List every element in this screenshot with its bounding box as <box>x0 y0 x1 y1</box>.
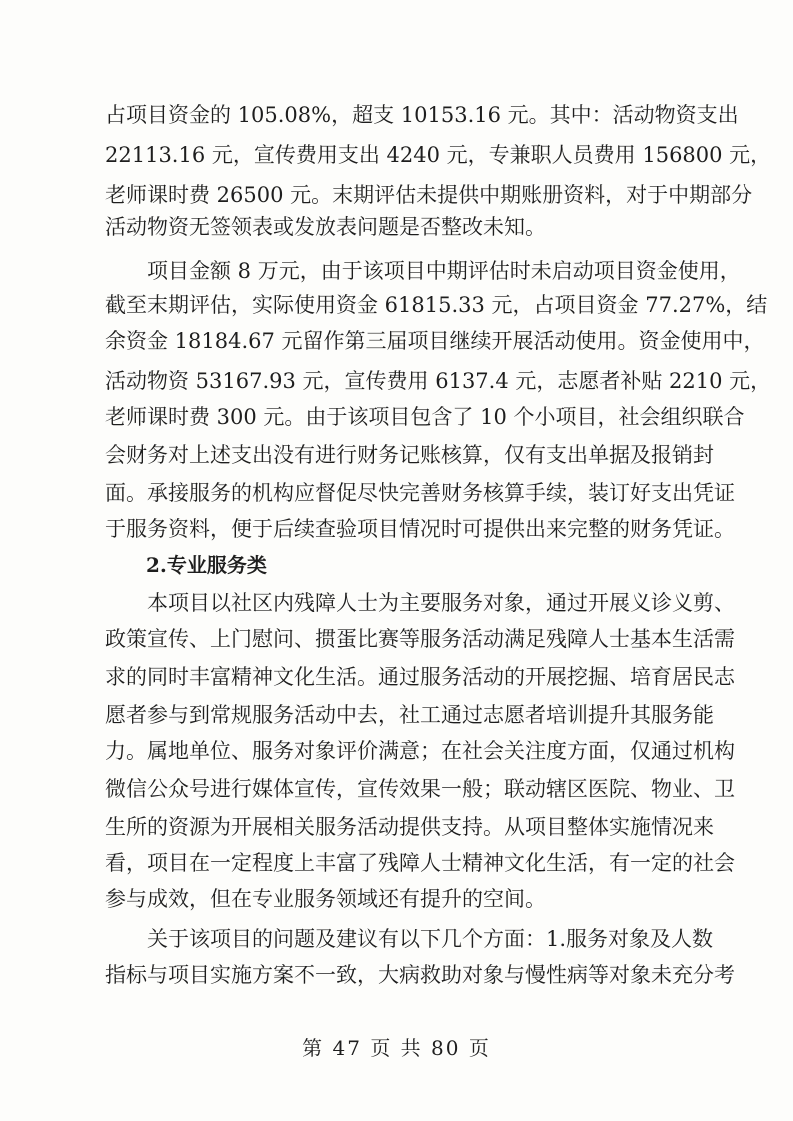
paragraph-1-line-3: 老师课时费 26500 元。末期评估未提供中期账册资料，对于中期部分 <box>105 183 753 207</box>
paragraph-2-line-7: 面。承接服务的机构应督促尽快完善财务核算手续，装订好支出凭证 <box>105 481 735 505</box>
paragraph-2-line-6: 会财务对上述支出没有进行财务记账核算，仅有支出单据及报销封 <box>105 443 714 467</box>
paragraph-2-line-1: 项目金额 8 万元，由于该项目中期评估时未启动项目资金使用， <box>147 259 741 283</box>
paragraph-2-line-8: 于服务资料，便于后续查验项目情况时可提供出来完整的财务凭证。 <box>105 517 735 541</box>
section-heading: 2.专业服务类 <box>146 553 267 577</box>
paragraph-2-line-2: 截至末期评估，实际使用资金 61815.33 元，占项目资金 77.27%，结 <box>105 293 768 317</box>
paragraph-3-line-3: 求的同时丰富精神文化生活。通过服务活动的开展挖掘、培育居民志 <box>105 665 735 689</box>
paragraph-3-line-1: 本项目以社区内残障人士为主要服务对象，通过开展义诊义剪、 <box>147 591 735 615</box>
paragraph-1-line-2: 22113.16 元，宣传费用支出 4240 元，专兼职人员费用 156800 元， <box>105 143 772 167</box>
page-number: 第 47 页 共 80 页 <box>302 1036 491 1060</box>
paragraph-3-line-8: 看，项目在一定程度上丰富了残障人士精神文化生活，有一定的社会 <box>105 851 735 875</box>
paragraph-2-line-3: 余资金 18184.67 元留作第三届项目继续开展活动使用。资金使用中， <box>105 329 765 353</box>
paragraph-3-line-7: 生所的资源为开展相关服务活动提供支持。从项目整体实施情况来 <box>105 815 714 839</box>
paragraph-3-line-4: 愿者参与到常规服务活动中去，社工通过志愿者培训提升其服务能 <box>105 703 714 727</box>
paragraph-2-line-5: 老师课时费 300 元。由于该项目包含了 10 个小项目，社会组织联合 <box>105 405 745 429</box>
paragraph-4-line-2: 指标与项目实施方案不一致，大病救助对象与慢性病等对象未充分考 <box>105 963 735 987</box>
paragraph-1-line-4: 活动物资无签领表或发放表问题是否整改未知。 <box>105 215 546 239</box>
paragraph-1-line-1: 占项目资金的 105.08%，超支 10153.16 元。其中：活动物资支出 <box>105 103 739 127</box>
paragraph-3-line-9: 参与成效，但在专业服务领域还有提升的空间。 <box>105 887 546 911</box>
paragraph-3-line-2: 政策宣传、上门慰问、掼蛋比赛等服务活动满足残障人士基本生活需 <box>105 627 735 651</box>
paragraph-3-line-6: 微信公众号进行媒体宣传，宣传效果一般；联动辖区医院、物业、卫 <box>105 777 735 801</box>
paragraph-4-line-1: 关于该项目的问题及建议有以下几个方面：1.服务对象及人数 <box>147 927 714 951</box>
paragraph-3-line-5: 力。属地单位、服务对象评价满意；在社会关注度方面，仅通过机构 <box>105 739 735 763</box>
paragraph-2-line-4: 活动物资 53167.93 元，宣传费用 6137.4 元，志愿者补贴 2210 元， <box>105 369 772 393</box>
